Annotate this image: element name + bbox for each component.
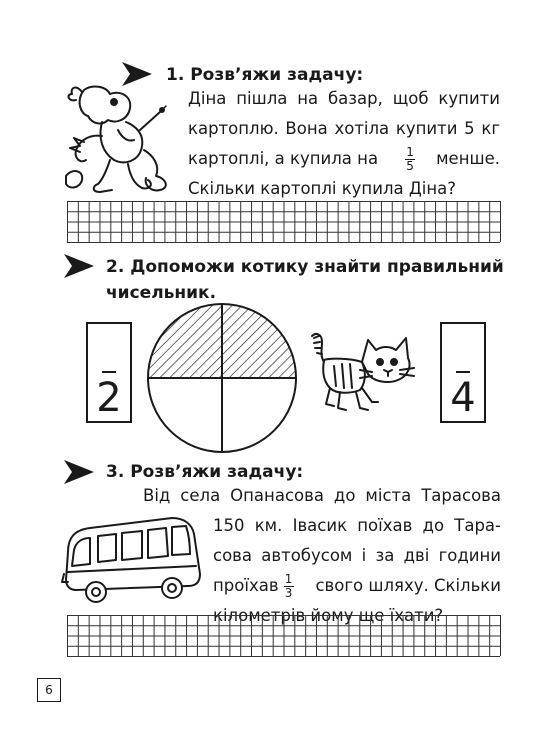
task-1-title: 1. Розв’яжи задачу: <box>166 65 364 85</box>
text-segment: менше. <box>436 149 500 168</box>
arrow-icon <box>64 254 94 278</box>
fraction-denominator: 3 <box>284 585 293 600</box>
text-line: картоплю. Вона хотіла купити 5 кг <box>188 119 500 138</box>
fraction-denominator: 5 <box>406 158 414 173</box>
dragon-illustration <box>62 80 180 198</box>
text-line-with-fraction <box>188 144 500 174</box>
text-line: кілометрів йому ще їхати? <box>213 606 444 625</box>
fraction-one-fifth <box>405 146 415 173</box>
denominator: 2 <box>96 375 122 421</box>
fraction-numerator: 1 <box>406 144 414 159</box>
fraction-numerator: 1 <box>284 571 293 586</box>
task-1-text <box>188 84 500 204</box>
text-line: Діна пішла на базар, щоб купити <box>188 89 500 108</box>
text-line: сова автобусом і за дві години <box>213 546 501 565</box>
text-line: Від села Опанасова до міста Тарасова <box>143 486 501 505</box>
text-line: 150 км. Івасик поїхав до Тара- <box>213 516 501 535</box>
text-line: Скільки картоплі купила Діна? <box>188 179 456 198</box>
bus-illustration <box>60 512 208 608</box>
title-line: чисельник. <box>106 283 217 303</box>
fraction-one-third <box>284 573 294 600</box>
task-3-title: 3. Розв’яжи задачу: <box>106 462 304 482</box>
title-line: 2. Допоможи котику знайти правильний <box>106 257 504 277</box>
page-number: 6 <box>37 678 61 702</box>
denominator: 4 <box>450 375 476 421</box>
arrow-icon <box>64 460 94 484</box>
answer-grid-1[interactable] <box>67 201 501 243</box>
fraction-box-right[interactable] <box>440 322 486 423</box>
fraction-box-left[interactable] <box>86 322 132 423</box>
text-segment: свого шляху. Скільки <box>315 576 501 595</box>
text-line-with-fraction <box>213 571 501 601</box>
cat-illustration <box>310 330 420 416</box>
circle-divided-in-quarters <box>146 302 298 454</box>
answer-grid-2[interactable] <box>67 615 501 657</box>
text-segment: проїхав <box>213 576 279 595</box>
text-segment: картоплі, а купила на <box>188 149 379 168</box>
task-2-title <box>106 254 504 306</box>
